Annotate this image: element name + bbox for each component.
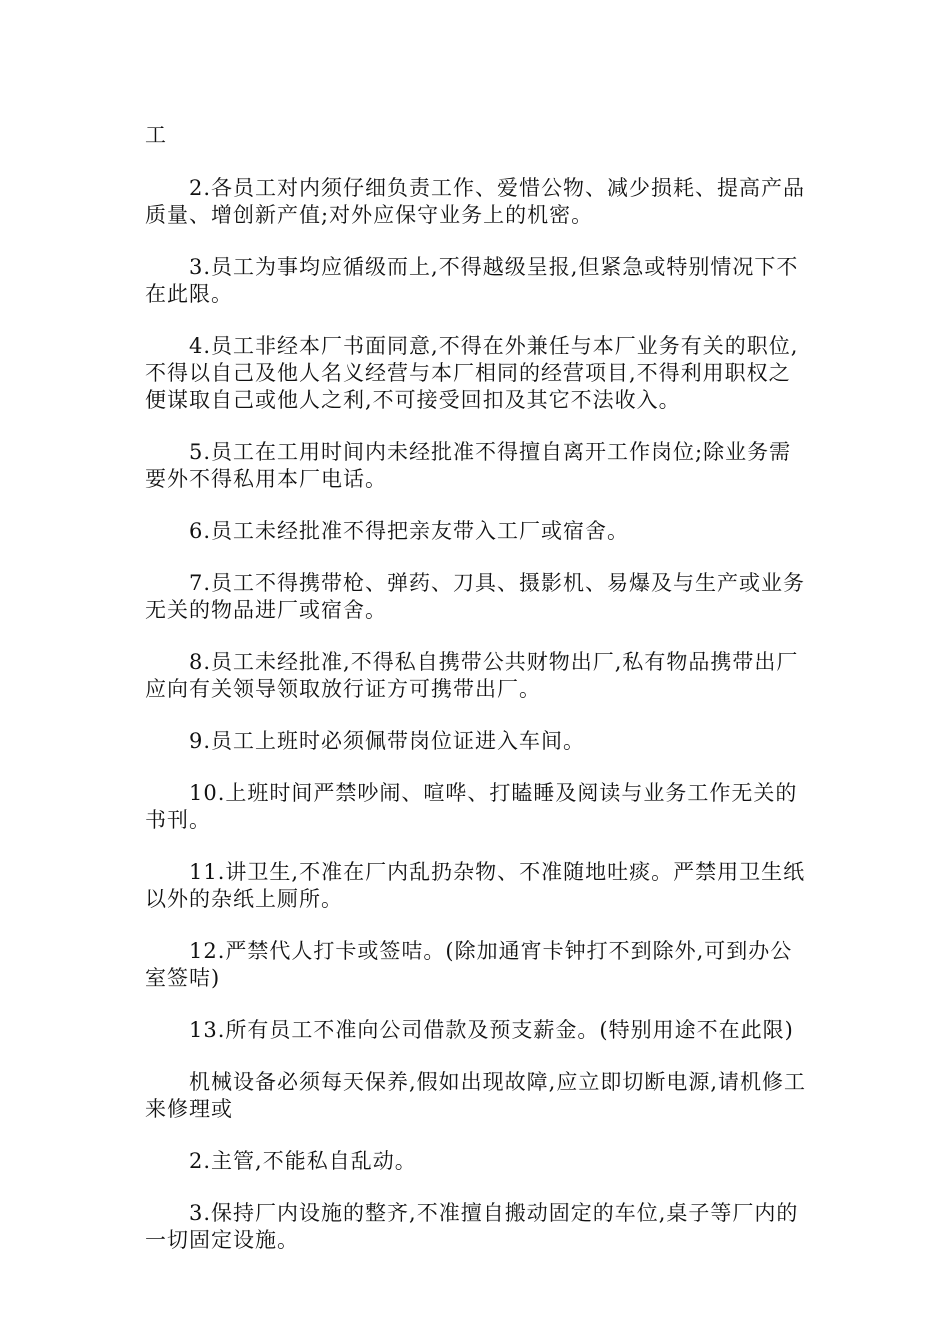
- paragraph-rule-9: 9.员工上班时必须佩带岗位证进入车间。: [189, 729, 586, 753]
- paragraph-rule-4: 4.员工非经本厂书面同意,不得在外兼任与本厂业务有关的职位,不得以自己及他人名义经营与本厂相同的经营项目,不得利用职权之便谋取自己或他人之利,不可接受回扣及其它不法收入。: [145, 334, 799, 412]
- paragraph-equipment-3: 3.保持厂内设施的整齐,不准擅自搬动固定的车位,桌子等厂内的一切固定设施。: [145, 1201, 799, 1252]
- paragraph-0: 工: [145, 123, 167, 147]
- paragraph-rule-8: 8.员工未经批准,不得私自携带公共财物出厂,私有物品携带出厂应向有关领导领取放行证方可携带出厂。: [145, 650, 799, 701]
- document-page: [145, 122, 810, 1279]
- paragraph-rule-5: 5.员工在工用时间内未经批准不得擅自离开工作岗位;除业务需要外不得私用本厂电话。: [145, 440, 792, 491]
- paragraph-rule-13: 13.所有员工不准向公司借款及预支薪金。(特别用途不在此限): [189, 1018, 794, 1042]
- paragraph-equipment: 机械设备必须每天保养,假如出现故障,应立即切断电源,请机修工来修理或: [145, 1070, 807, 1121]
- paragraph-rule-6: 6.员工未经批准不得把亲友带入工厂或宿舍。: [189, 519, 630, 543]
- paragraph-rule-11: 11.讲卫生,不准在厂内乱扔杂物、不准随地吐痰。严禁用卫生纸以外的杂纸上厕所。: [145, 860, 806, 911]
- paragraph-rule-10: 10.上班时间严禁吵闹、喧哗、打瞌睡及阅读与业务工作无关的书刊。: [145, 781, 798, 832]
- paragraph-rule-7: 7.员工不得携带枪、弹药、刀具、摄影机、易爆及与生产或业务无关的物品进厂或宿舍。: [145, 571, 806, 622]
- paragraph-rule-2: 2.各员工对内须仔细负责工作、爱惜公物、减少损耗、提高产品质量、增创新产值;对外应保守业务上的机密。: [145, 176, 806, 227]
- paragraph-rule-12: 12.严禁代人打卡或签咭。(除加通宵卡钟打不到除外,可到办公室签咭): [145, 939, 793, 990]
- paragraph-equipment-2: 2.主管,不能私自乱动。: [189, 1149, 417, 1173]
- paragraph-rule-3: 3.员工为事均应循级而上,不得越级呈报,但紧急或特别情况下不在此限。: [145, 255, 799, 306]
